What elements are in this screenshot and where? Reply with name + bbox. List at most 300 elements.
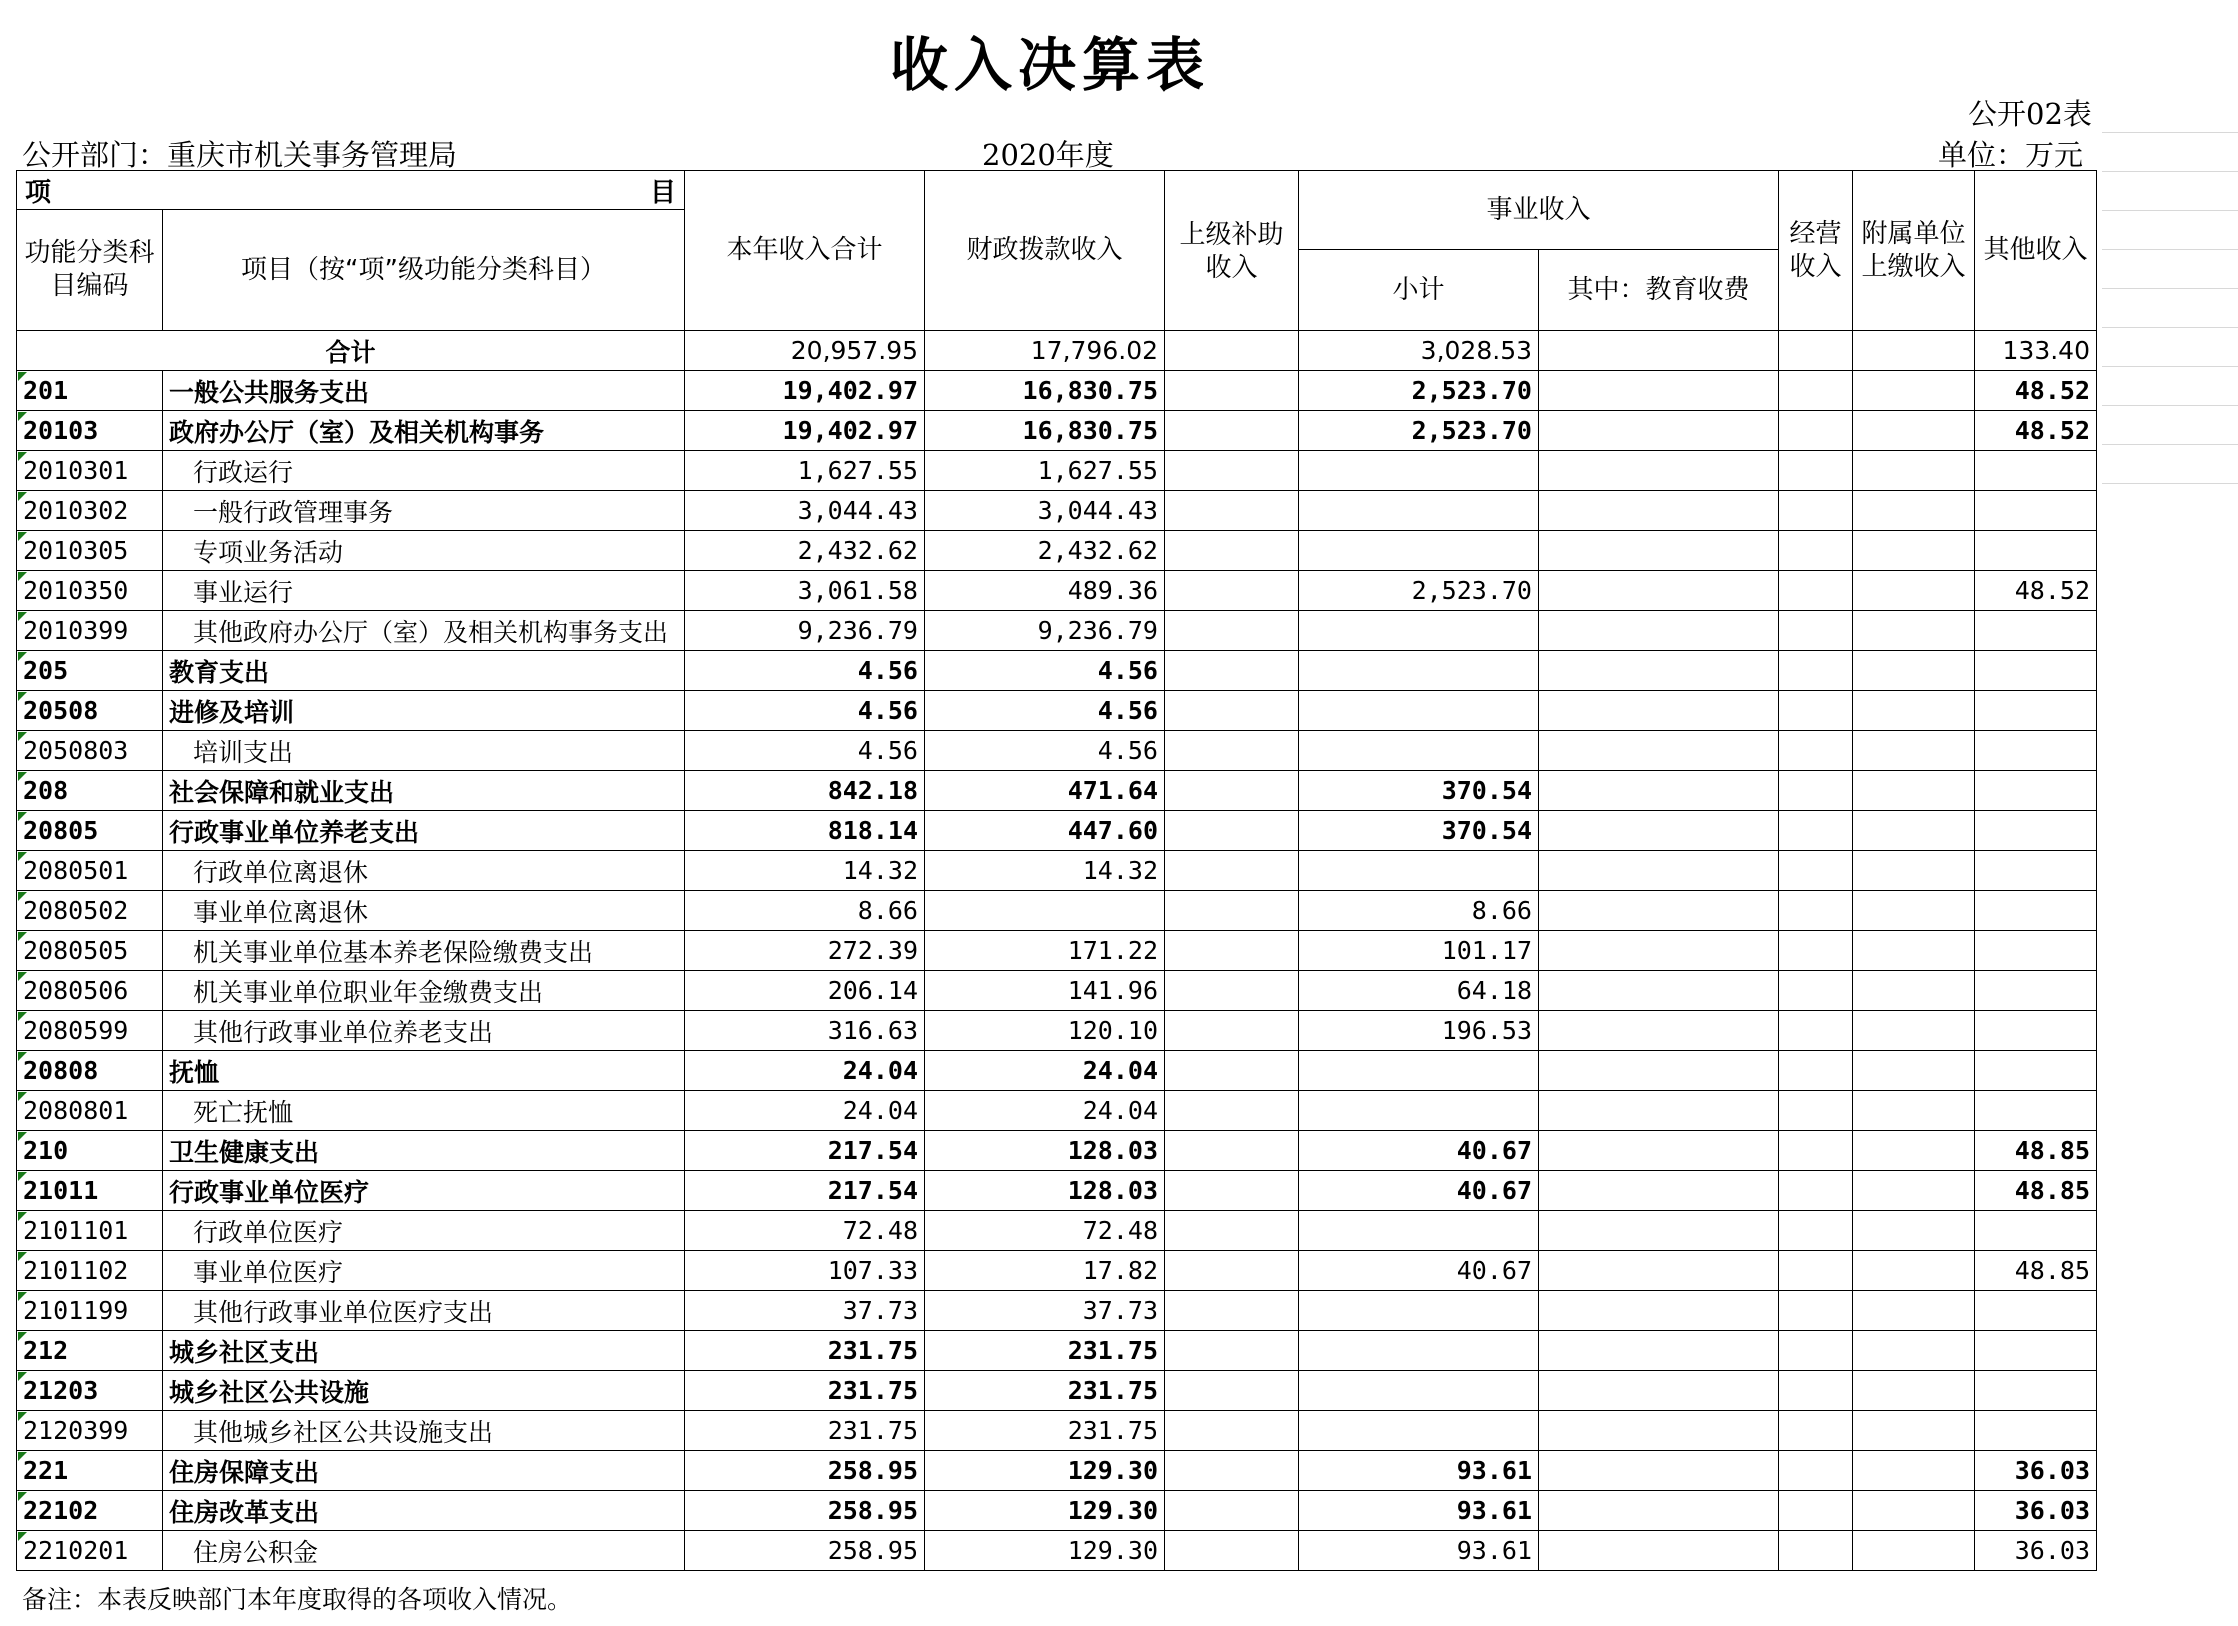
name-cell: 行政运行: [163, 451, 685, 491]
code-cell: 2010302: [17, 491, 163, 531]
header-business: 事业收入: [1299, 171, 1779, 250]
subtotal-cell: 40.67: [1299, 1171, 1539, 1211]
name-cell: 抚恤: [163, 1051, 685, 1091]
education-cell: [1539, 1251, 1779, 1291]
subtotal-cell: 2,523.70: [1299, 371, 1539, 411]
subtotal-cell: 101.17: [1299, 931, 1539, 971]
subtotal-cell: 370.54: [1299, 811, 1539, 851]
code-cell: 2010301: [17, 451, 163, 491]
footnote: 备注：本表反映部门本年度取得的各项收入情况。: [22, 1585, 573, 1614]
name-cell: 培训支出: [163, 731, 685, 771]
superior-cell: [1165, 891, 1299, 931]
other-cell: [1975, 1371, 2097, 1411]
name-cell: 教育支出: [163, 651, 685, 691]
subtotal-cell: 196.53: [1299, 1011, 1539, 1051]
other-cell: [1975, 1011, 2097, 1051]
education-cell: [1539, 1091, 1779, 1131]
education-cell: [1539, 411, 1779, 451]
subtotal-cell: [1299, 1371, 1539, 1411]
fiscal-cell: 14.32: [925, 851, 1165, 891]
affiliated-cell: [1853, 531, 1975, 571]
fiscal-cell: 16,830.75: [925, 371, 1165, 411]
superior-cell: [1165, 451, 1299, 491]
total-cell: 24.04: [685, 1051, 925, 1091]
name-cell: 一般行政管理事务: [163, 491, 685, 531]
subtotal-cell: [1299, 1051, 1539, 1091]
total-cell: 258.95: [685, 1451, 925, 1491]
code-cell: 208: [17, 771, 163, 811]
other-cell: [1975, 1051, 2097, 1091]
affiliated-cell: [1853, 1411, 1975, 1451]
education-cell: [1539, 491, 1779, 531]
education-cell: [1539, 811, 1779, 851]
superior-cell: [1165, 931, 1299, 971]
fiscal-cell: 231.75: [925, 1371, 1165, 1411]
subtotal-cell: [1299, 611, 1539, 651]
affiliated-cell: [1853, 611, 1975, 651]
total-cell: 4.56: [685, 651, 925, 691]
total-cell: 258.95: [685, 1491, 925, 1531]
code-cell: 2080599: [17, 1011, 163, 1051]
subtotal-cell: 64.18: [1299, 971, 1539, 1011]
affiliated-cell: [1853, 651, 1975, 691]
total-cell: 107.33: [685, 1251, 925, 1291]
total-row: [17, 331, 2097, 371]
subtotal-cell: [1299, 451, 1539, 491]
name-cell: 住房改革支出: [163, 1491, 685, 1531]
unit-label: 单位：万元: [1938, 138, 2084, 172]
table-row: [17, 1251, 2097, 1291]
total-cell: 316.63: [685, 1011, 925, 1051]
superior-cell: [1165, 611, 1299, 651]
table-row: [17, 1011, 2097, 1051]
code-cell: 2101101: [17, 1211, 163, 1251]
education-cell: [1539, 451, 1779, 491]
name-cell: 其他行政事业单位医疗支出: [163, 1291, 685, 1331]
name-cell: 行政事业单位养老支出: [163, 811, 685, 851]
code-cell: 2080501: [17, 851, 163, 891]
subtotal-cell: [1299, 651, 1539, 691]
name-cell: 城乡社区公共设施: [163, 1371, 685, 1411]
total-cell: 4.56: [685, 731, 925, 771]
name-cell: 行政单位医疗: [163, 1211, 685, 1251]
total-cell: 8.66: [685, 891, 925, 931]
education-cell: [1539, 1131, 1779, 1171]
fiscal-cell: 17.82: [925, 1251, 1165, 1291]
name-cell: 住房公积金: [163, 1531, 685, 1571]
subtotal-cell: [1299, 1091, 1539, 1131]
code-cell: 2080502: [17, 891, 163, 931]
operating-cell: [1779, 691, 1853, 731]
fiscal-year: 2020年度: [982, 138, 1114, 172]
affiliated-cell: [1853, 1011, 1975, 1051]
fiscal-cell: 471.64: [925, 771, 1165, 811]
education-cell: [1539, 371, 1779, 411]
superior-cell: [1165, 1411, 1299, 1451]
education-cell: [1539, 851, 1779, 891]
header-other: 其他收入: [1975, 171, 2097, 331]
fiscal-cell: 17,796.02: [925, 331, 1165, 371]
table-row: [17, 1371, 2097, 1411]
total-cell: 206.14: [685, 971, 925, 1011]
name-cell: 住房保障支出: [163, 1451, 685, 1491]
code-cell: 2010350: [17, 571, 163, 611]
total-cell: 24.04: [685, 1091, 925, 1131]
fiscal-cell: 37.73: [925, 1291, 1165, 1331]
affiliated-cell: [1853, 491, 1975, 531]
fiscal-cell: 231.75: [925, 1411, 1165, 1451]
education-cell: [1539, 651, 1779, 691]
header-operating: 经营收入: [1779, 171, 1853, 331]
affiliated-cell: [1853, 1091, 1975, 1131]
superior-cell: [1165, 411, 1299, 451]
other-cell: [1975, 931, 2097, 971]
subtotal-cell: 2,523.70: [1299, 571, 1539, 611]
operating-cell: [1779, 611, 1853, 651]
table-row: [17, 1211, 2097, 1251]
name-cell: 其他行政事业单位养老支出: [163, 1011, 685, 1051]
superior-cell: [1165, 1291, 1299, 1331]
operating-cell: [1779, 411, 1853, 451]
total-cell: 2,432.62: [685, 531, 925, 571]
affiliated-cell: [1853, 851, 1975, 891]
education-cell: [1539, 1291, 1779, 1331]
affiliated-cell: [1853, 1371, 1975, 1411]
subtotal-cell: [1299, 691, 1539, 731]
affiliated-cell: [1853, 451, 1975, 491]
education-cell: [1539, 571, 1779, 611]
operating-cell: [1779, 851, 1853, 891]
superior-cell: [1165, 1091, 1299, 1131]
other-cell: 48.85: [1975, 1131, 2097, 1171]
fiscal-cell: 231.75: [925, 1331, 1165, 1371]
superior-cell: [1165, 1171, 1299, 1211]
fiscal-cell: 4.56: [925, 691, 1165, 731]
code-cell: 22102: [17, 1491, 163, 1531]
table-row: [17, 371, 2097, 411]
education-cell: [1539, 1171, 1779, 1211]
subtotal-cell: 93.61: [1299, 1531, 1539, 1571]
fiscal-cell: 141.96: [925, 971, 1165, 1011]
table-body: [17, 371, 2097, 1571]
subtotal-cell: [1299, 531, 1539, 571]
table-row: [17, 611, 2097, 651]
operating-cell: [1779, 531, 1853, 571]
subtotal-cell: [1299, 731, 1539, 771]
subtotal-cell: 93.61: [1299, 1491, 1539, 1531]
code-cell: 21011: [17, 1171, 163, 1211]
affiliated-cell: [1853, 371, 1975, 411]
other-cell: [1975, 611, 2097, 651]
name-cell: 进修及培训: [163, 691, 685, 731]
table-row: [17, 691, 2097, 731]
other-cell: [1975, 891, 2097, 931]
other-cell: [1975, 531, 2097, 571]
name-cell: 事业运行: [163, 571, 685, 611]
operating-cell: [1779, 1411, 1853, 1451]
other-cell: 36.03: [1975, 1451, 2097, 1491]
code-cell: 2210201: [17, 1531, 163, 1571]
table-row: [17, 651, 2097, 691]
code-cell: 2080505: [17, 931, 163, 971]
operating-cell: [1779, 891, 1853, 931]
table-row: [17, 931, 2097, 971]
affiliated-cell: [1853, 771, 1975, 811]
affiliated-cell: [1853, 1211, 1975, 1251]
other-cell: [1975, 491, 2097, 531]
superior-cell: [1165, 571, 1299, 611]
item-header: [17, 171, 685, 210]
affiliated-cell: [1853, 1291, 1975, 1331]
page-title: 收入决算表: [889, 31, 1210, 99]
operating-cell: [1779, 1491, 1853, 1531]
affiliated-cell: [1853, 1491, 1975, 1531]
operating-cell: [1779, 731, 1853, 771]
code-cell: 2120399: [17, 1411, 163, 1451]
fiscal-cell: 24.04: [925, 1051, 1165, 1091]
operating-cell: [1779, 1291, 1853, 1331]
table-row: [17, 891, 2097, 931]
fiscal-cell: [925, 891, 1165, 931]
table-row: [17, 411, 2097, 451]
affiliated-cell: [1853, 1531, 1975, 1571]
header-fiscal: 财政拨款收入: [925, 171, 1165, 331]
education-cell: [1539, 1451, 1779, 1491]
superior-cell: [1165, 1251, 1299, 1291]
total-cell: 20,957.95: [685, 331, 925, 371]
table-row: [17, 1171, 2097, 1211]
operating-cell: [1779, 811, 1853, 851]
fiscal-cell: 171.22: [925, 931, 1165, 971]
affiliated-cell: [1853, 1131, 1975, 1171]
superior-cell: [1165, 491, 1299, 531]
subtotal-cell: 93.61: [1299, 1451, 1539, 1491]
fiscal-cell: 1,627.55: [925, 451, 1165, 491]
education-cell: [1539, 691, 1779, 731]
operating-cell: [1779, 1011, 1853, 1051]
other-cell: [1975, 1291, 2097, 1331]
header-code: 功能分类科目编码: [17, 210, 163, 331]
subtotal-cell: 3,028.53: [1299, 331, 1539, 371]
subtotal-cell: 8.66: [1299, 891, 1539, 931]
subtotal-cell: [1299, 1331, 1539, 1371]
subtotal-cell: 2,523.70: [1299, 411, 1539, 451]
operating-cell: [1779, 1211, 1853, 1251]
subtotal-cell: [1299, 491, 1539, 531]
code-cell: 20103: [17, 411, 163, 451]
fiscal-cell: 16,830.75: [925, 411, 1165, 451]
table-row: [17, 1051, 2097, 1091]
total-cell: 272.39: [685, 931, 925, 971]
total-cell: 14.32: [685, 851, 925, 891]
affiliated-cell: [1853, 1171, 1975, 1211]
name-cell: 机关事业单位职业年金缴费支出: [163, 971, 685, 1011]
code-cell: 2080801: [17, 1091, 163, 1131]
other-cell: [1975, 811, 2097, 851]
other-cell: 48.52: [1975, 411, 2097, 451]
code-cell: 20805: [17, 811, 163, 851]
name-cell: 专项业务活动: [163, 531, 685, 571]
total-cell: 258.95: [685, 1531, 925, 1571]
table-row: [17, 771, 2097, 811]
affiliated-cell: [1853, 891, 1975, 931]
operating-cell: [1779, 371, 1853, 411]
header-subtotal: 小计: [1299, 250, 1539, 331]
fiscal-cell: 128.03: [925, 1131, 1165, 1171]
affiliated-cell: [1853, 571, 1975, 611]
superior-cell: [1165, 1011, 1299, 1051]
header-row-1: [17, 171, 2097, 210]
other-cell: 48.85: [1975, 1171, 2097, 1211]
code-cell: 205: [17, 651, 163, 691]
code-cell: 21203: [17, 1371, 163, 1411]
total-cell: 1,627.55: [685, 451, 925, 491]
affiliated-cell: [1853, 731, 1975, 771]
table-row: [17, 1451, 2097, 1491]
fiscal-cell: 447.60: [925, 811, 1165, 851]
code-cell: 20808: [17, 1051, 163, 1091]
total-cell: 217.54: [685, 1131, 925, 1171]
other-cell: 48.52: [1975, 371, 2097, 411]
affiliated-cell: [1853, 1051, 1975, 1091]
fiscal-cell: 4.56: [925, 651, 1165, 691]
operating-cell: [1779, 1051, 1853, 1091]
fiscal-cell: 128.03: [925, 1171, 1165, 1211]
other-cell: 48.85: [1975, 1251, 2097, 1291]
name-cell: 城乡社区支出: [163, 1331, 685, 1371]
operating-cell: [1779, 1331, 1853, 1371]
fiscal-cell: 3,044.43: [925, 491, 1165, 531]
operating-cell: [1779, 571, 1853, 611]
item-header-right: 目: [649, 177, 676, 208]
affiliated-cell: [1853, 691, 1975, 731]
education-cell: [1539, 771, 1779, 811]
superior-cell: [1165, 531, 1299, 571]
operating-cell: [1779, 1091, 1853, 1131]
total-cell: 19,402.97: [685, 411, 925, 451]
name-cell: 卫生健康支出: [163, 1131, 685, 1171]
education-cell: [1539, 971, 1779, 1011]
subtotal-cell: 370.54: [1299, 771, 1539, 811]
affiliated-cell: [1853, 1331, 1975, 1371]
code-cell: 212: [17, 1331, 163, 1371]
total-cell: 3,044.43: [685, 491, 925, 531]
name-cell: 死亡抚恤: [163, 1091, 685, 1131]
operating-cell: [1779, 931, 1853, 971]
superior-cell: [1165, 1131, 1299, 1171]
table-row: [17, 1091, 2097, 1131]
code-cell: 2050803: [17, 731, 163, 771]
subtotal-cell: [1299, 1291, 1539, 1331]
superior-cell: [1165, 1531, 1299, 1571]
superior-cell: [1165, 1491, 1299, 1531]
other-cell: 36.03: [1975, 1491, 2097, 1531]
total-cell: 72.48: [685, 1211, 925, 1251]
operating-cell: [1779, 1171, 1853, 1211]
operating-cell: [1779, 1131, 1853, 1171]
code-cell: 210: [17, 1131, 163, 1171]
table-row: [17, 1291, 2097, 1331]
item-header-left: 项: [25, 177, 52, 208]
superior-cell: [1165, 971, 1299, 1011]
subtotal-cell: [1299, 851, 1539, 891]
table-row: [17, 1491, 2097, 1531]
other-cell: [1975, 1211, 2097, 1251]
fiscal-cell: 9,236.79: [925, 611, 1165, 651]
affiliated-cell: [1853, 411, 1975, 451]
education-cell: [1539, 731, 1779, 771]
other-cell: 48.52: [1975, 571, 2097, 611]
operating-cell: [1779, 771, 1853, 811]
fiscal-cell: 2,432.62: [925, 531, 1165, 571]
operating-cell: [1779, 1251, 1853, 1291]
code-cell: 2101102: [17, 1251, 163, 1291]
superior-cell: [1165, 1051, 1299, 1091]
superior-cell: [1165, 1211, 1299, 1251]
other-cell: [1975, 691, 2097, 731]
other-cell: [1975, 771, 2097, 811]
superior-cell: [1165, 1331, 1299, 1371]
table-row: [17, 971, 2097, 1011]
name-cell: 其他政府办公厅（室）及相关机构事务支出: [163, 611, 685, 651]
department-label: 公开部门：重庆市机关事务管理局: [22, 138, 458, 172]
total-cell: 818.14: [685, 811, 925, 851]
name-cell: 一般公共服务支出: [163, 371, 685, 411]
code-cell: 2080506: [17, 971, 163, 1011]
education-cell: [1539, 891, 1779, 931]
other-cell: [1975, 971, 2097, 1011]
operating-cell: [1779, 331, 1853, 371]
superior-cell: [1165, 1451, 1299, 1491]
form-number: 公开02表: [1968, 97, 2092, 131]
name-cell: 行政单位离退休: [163, 851, 685, 891]
other-cell: [1975, 1411, 2097, 1451]
table-row: [17, 811, 2097, 851]
total-cell: 217.54: [685, 1171, 925, 1211]
name-cell: 其他城乡社区公共设施支出: [163, 1411, 685, 1451]
table-row: [17, 571, 2097, 611]
subtotal-cell: [1299, 1411, 1539, 1451]
affiliated-cell: [1853, 931, 1975, 971]
table-row: [17, 1531, 2097, 1571]
table-row: [17, 1411, 2097, 1451]
fiscal-cell: 4.56: [925, 731, 1165, 771]
affiliated-cell: [1853, 1251, 1975, 1291]
subtotal-cell: 40.67: [1299, 1131, 1539, 1171]
other-cell: [1975, 731, 2097, 771]
education-cell: [1539, 1531, 1779, 1571]
other-cell: 36.03: [1975, 1531, 2097, 1571]
table-row: [17, 851, 2097, 891]
header-education: 其中：教育收费: [1539, 250, 1779, 331]
other-cell: [1975, 451, 2097, 491]
affiliated-cell: [1853, 1451, 1975, 1491]
education-cell: [1539, 1491, 1779, 1531]
fiscal-cell: 120.10: [925, 1011, 1165, 1051]
education-cell: [1539, 1371, 1779, 1411]
superior-cell: [1165, 731, 1299, 771]
total-cell: 231.75: [685, 1371, 925, 1411]
affiliated-cell: [1853, 971, 1975, 1011]
total-cell: 3,061.58: [685, 571, 925, 611]
total-cell: 9,236.79: [685, 611, 925, 651]
total-cell: 231.75: [685, 1411, 925, 1451]
education-cell: [1539, 1331, 1779, 1371]
fiscal-cell: 24.04: [925, 1091, 1165, 1131]
affiliated-cell: [1853, 811, 1975, 851]
other-cell: [1975, 851, 2097, 891]
code-cell: 2010305: [17, 531, 163, 571]
